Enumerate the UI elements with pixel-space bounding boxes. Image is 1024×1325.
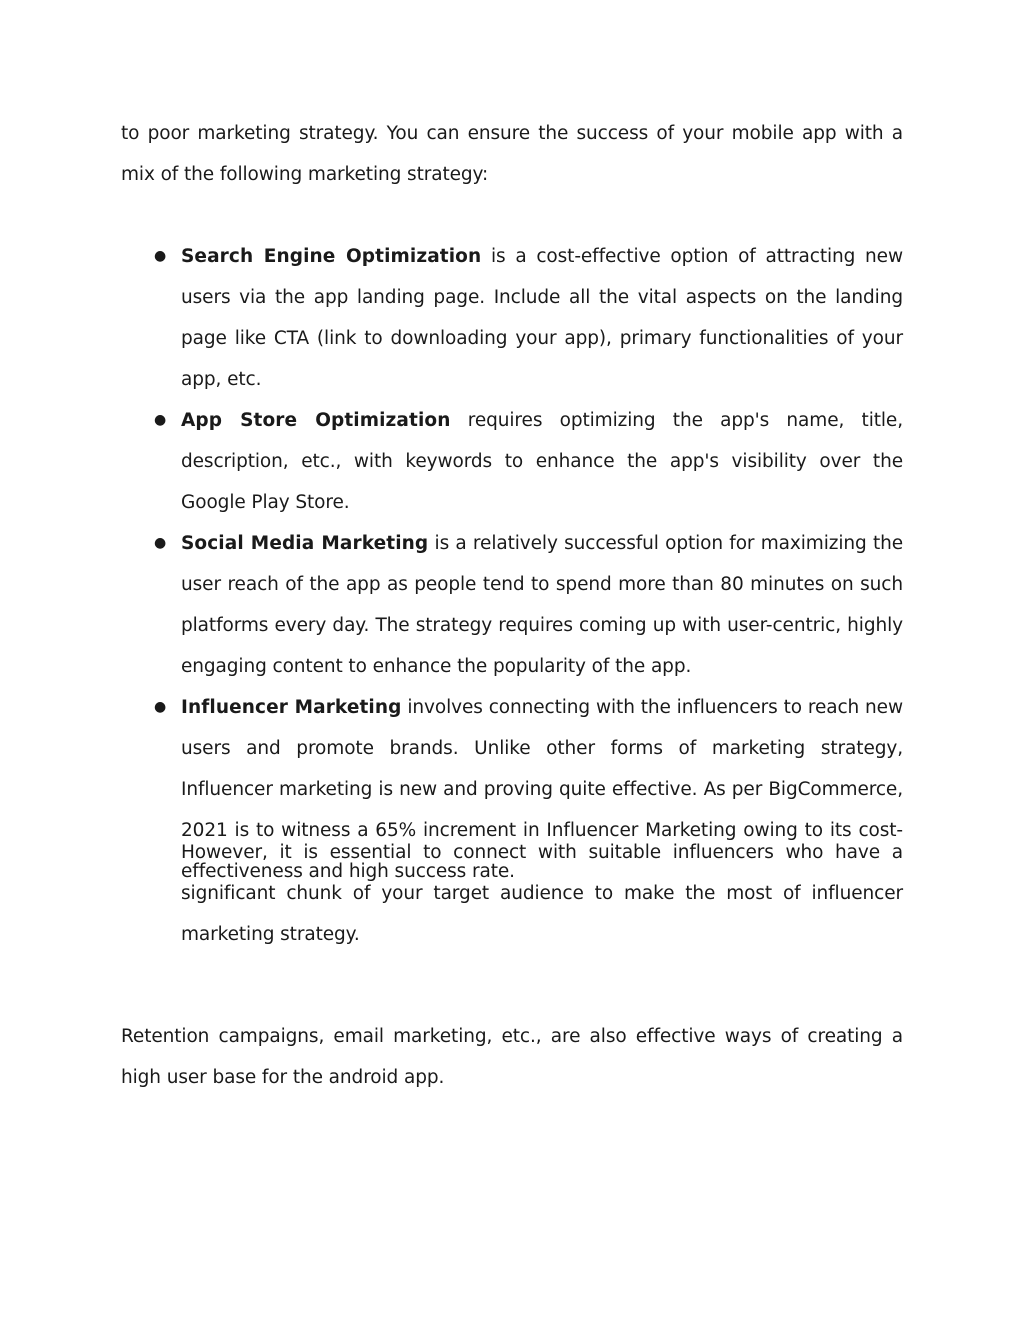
list-item-term: Social Media Marketing [181,533,429,554]
bullet-icon: ● [153,535,167,551]
list-item-text: requires optimizing the app's name, title, description, etc., with keywords to enhance the app's visibility over the Google Play Store. [181,410,903,513]
bullet-icon: ● [153,699,167,715]
strategy-list [121,236,903,892]
list-item-social-media [121,523,903,687]
list-item-text: is a relatively successful option for maximizing the user reach of the app as people tend to spend more than 80 minutes on such platforms every day. The strategy requires coming up with user-centric, highly engaging content to enhance the popularity of the app. [181,533,903,677]
list-item-text: involves connecting with the influencers to reach new users and promote brands. Unlike other forms of marketing strategy, Influencer marketing is new and proving quite effective. As per BigCommerce, 2021 is to witness a 65% increment in Influencer Marketing owing to its cost-effectiveness and high success rate. [181,697,903,882]
list-item-aso [121,400,903,523]
list-item-term: Search Engine Optimization [181,246,482,267]
bullet-icon: ● [153,248,167,264]
list-item-seo [121,236,903,400]
influencer-note-paragraph: However, it is essential to connect with suitable influencers who have a significant chunk of your target audience to make the most of influencer marketing strategy. [181,842,903,945]
closing-paragraph: Retention campaigns, email marketing, etc., are also effective ways of creating a high user base for the android app. [121,1026,903,1088]
list-item-term: Influencer Marketing [181,697,402,718]
bullet-icon: ● [153,412,167,428]
list-item-term: App Store Optimization [181,410,451,431]
list-item-text: is a cost-effective option of attracting new users via the app landing page. Include all the vital aspects on the landing page like CTA (link to downloading your app), primary functionalities of your app, etc. [181,246,903,390]
intro-paragraph: to poor marketing strategy. You can ensure the success of your mobile app with a mix of the following marketing strategy: [121,123,903,185]
